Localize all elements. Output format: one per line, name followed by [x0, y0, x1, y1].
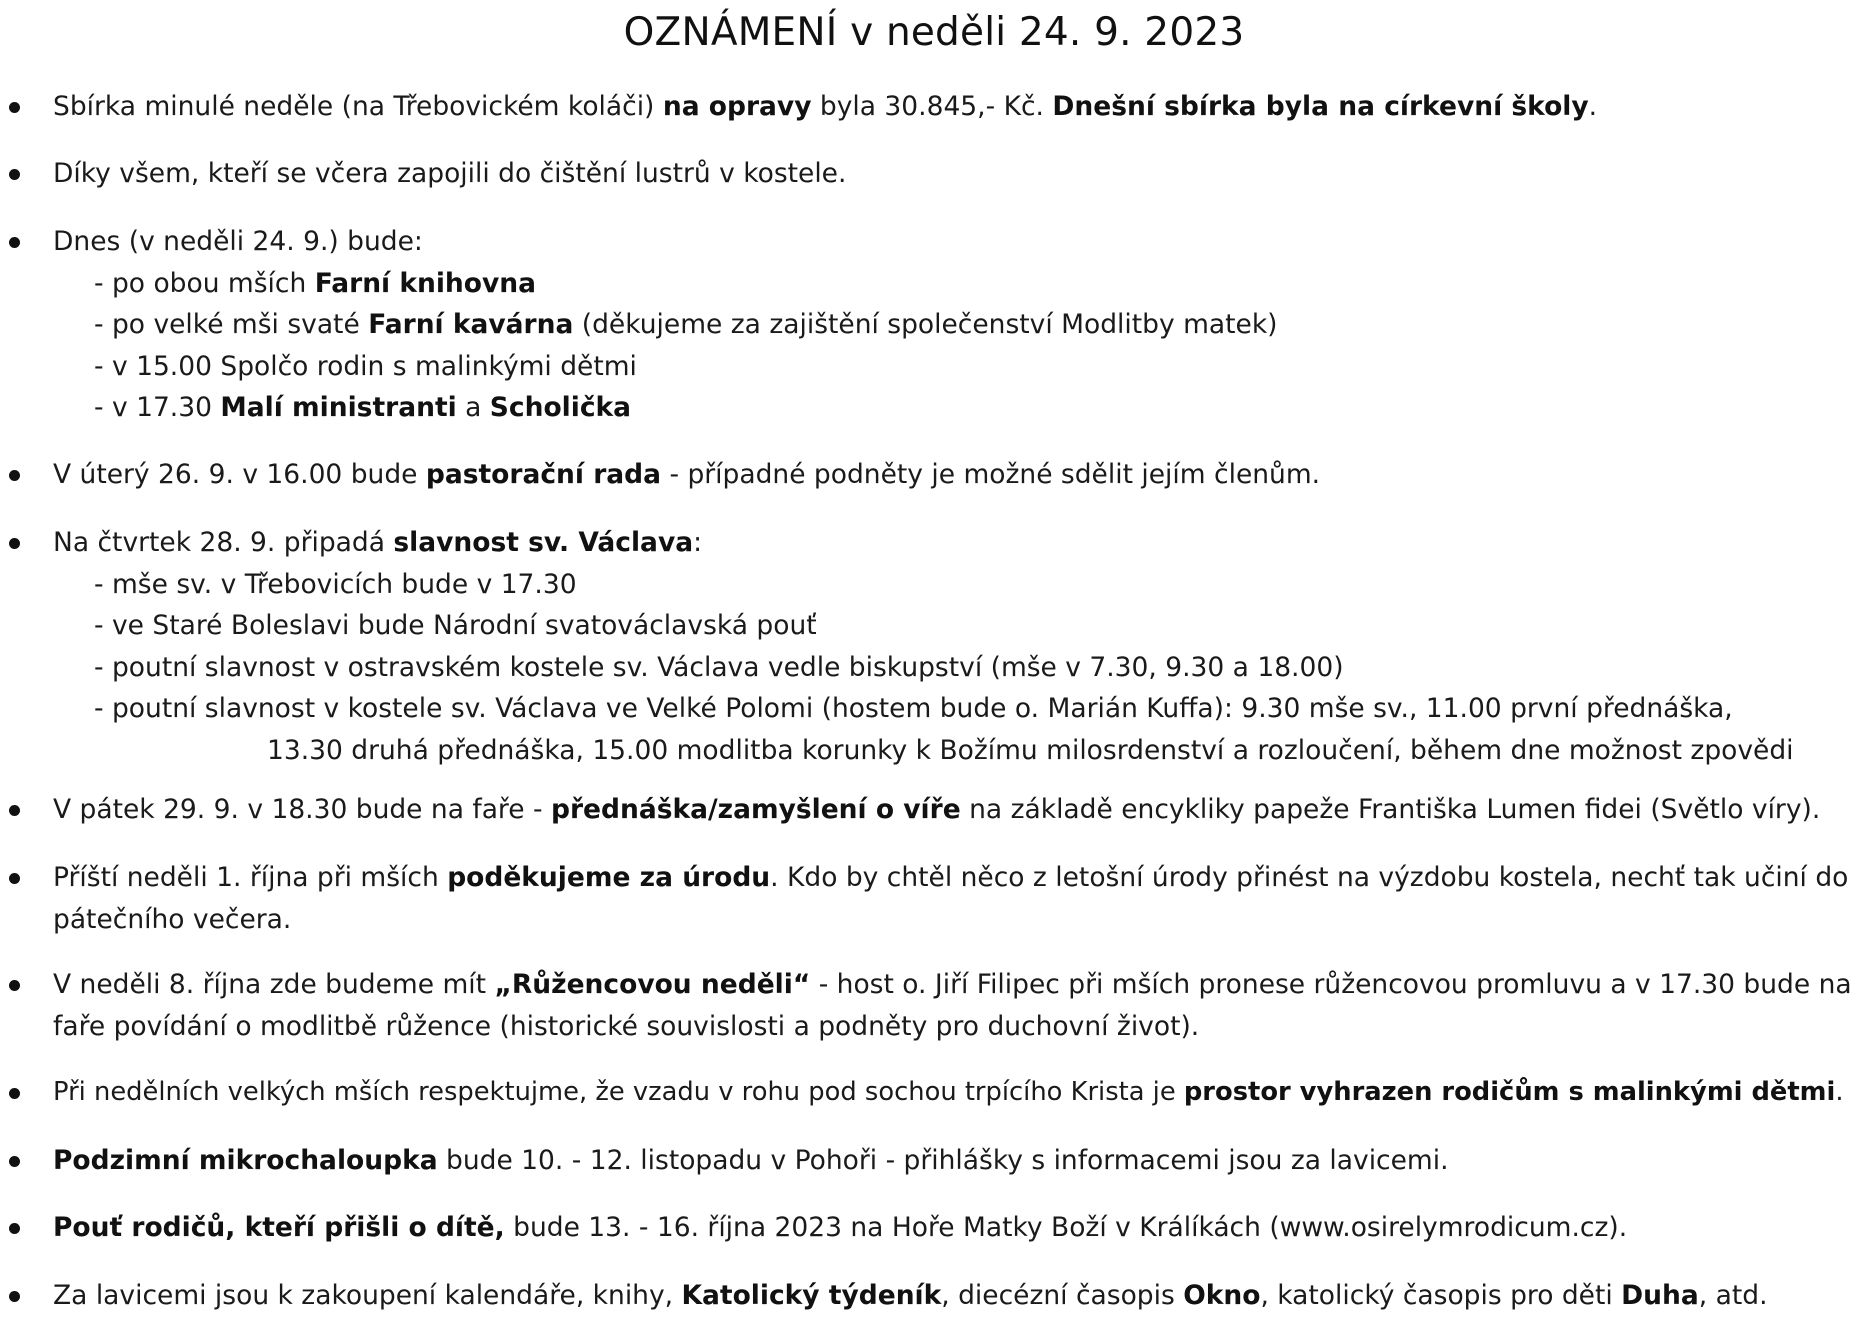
- text-segment: Dnes (v neděli 24. 9.) bude:: [53, 226, 423, 257]
- text-segment: .: [1835, 1077, 1844, 1107]
- bold-text: slavnost sv. Václava: [393, 527, 694, 558]
- announcement-line: [94, 387, 631, 428]
- announcement-line: [53, 86, 1597, 127]
- bullet-icon: [9, 1223, 20, 1234]
- announcement-line: [53, 454, 1320, 495]
- text-segment: 13.30 druhá přednáška, 15.00 modlitba korunky k Božímu milosrdenství a rozloučení, během dne možnost zpovědi: [267, 734, 1794, 766]
- text-segment: - poutní slavnost v ostravském kostele sv. Václava vedle biskupství (mše v 7.30, 9.30 a 18.00): [94, 651, 1344, 683]
- text-segment: bude 13. - 16. října 2023 na Hoře Matky Boží v Králíkách (www.osirelymrodicum.cz).: [504, 1212, 1628, 1243]
- announcement-line: [53, 1006, 1199, 1047]
- text-segment: - po obou mších: [94, 267, 315, 299]
- bold-text: Scholička: [489, 392, 632, 423]
- text-segment: :: [693, 527, 703, 558]
- text-segment: - případné podněty je možné sdělit jejím členům.: [661, 459, 1321, 490]
- bold-text: na opravy: [662, 91, 812, 122]
- text-segment: V neděli 8. října zde budeme mít: [53, 969, 495, 1000]
- announcement-line: [94, 688, 1733, 729]
- text-segment: Sbírka minulé neděle (na Třebovickém koláči): [53, 91, 663, 122]
- text-segment: Při nedělních velkých mších respektujme, že vzadu v rohu pod sochou trpícího Krista je: [53, 1077, 1184, 1107]
- text-segment: pátečního večera.: [53, 903, 292, 935]
- text-segment: Na čtvrtek 28. 9. připadá: [53, 527, 394, 558]
- announcement-line: [53, 789, 1820, 830]
- announcement-line: [94, 346, 637, 387]
- text-segment: bude 10. - 12. listopadu v Pohoři - přihlášky s informacemi jsou za lavicemi.: [437, 1145, 1449, 1176]
- announcement-line: [94, 605, 817, 646]
- bold-text: Pouť rodičů, kteří přišli o dítě,: [53, 1212, 505, 1243]
- bullet-icon: [9, 1088, 20, 1099]
- text-segment: - host o. Jiří Filipec při mších pronese růžencovou promluvu a v 17.30 bude na: [810, 969, 1852, 1000]
- bold-text: „Růžencovou neděli“: [494, 969, 811, 1000]
- bold-text: Duha: [1621, 1280, 1699, 1311]
- announcement-line: [53, 857, 1848, 898]
- announcement-line: [53, 1140, 1449, 1181]
- bullet-icon: [9, 980, 20, 991]
- bullet-icon: [9, 538, 20, 549]
- text-segment: , atd.: [1698, 1280, 1768, 1311]
- text-segment: V úterý 26. 9. v 16.00 bude: [53, 459, 426, 490]
- bold-text: Podzimní mikrochaloupka: [53, 1145, 438, 1176]
- bold-text: Farní knihovna: [314, 267, 537, 299]
- text-segment: - ve Staré Boleslavi bude Národní svatováclavská pouť: [94, 610, 817, 641]
- text-segment: V pátek 29. 9. v 18.30 bude na faře -: [53, 794, 551, 825]
- text-segment: na základě encykliky papeže Františka Lumen fidei (Světlo víry).: [960, 794, 1821, 825]
- bullet-icon: [9, 805, 20, 816]
- bold-text: Dnešní sbírka byla na církevní školy: [1052, 91, 1589, 122]
- text-segment: . Kdo by chtěl něco z letošní úrody přinést na výzdobu kostela, nechť tak učiní do: [770, 862, 1849, 893]
- text-segment: Díky všem, kteří se včera zapojili do čištění lustrů v kostele.: [53, 158, 847, 189]
- announcement-line: [53, 522, 702, 563]
- text-segment: (děkujeme za zajištění společenství Modlitby matek): [573, 309, 1278, 340]
- announcement-line: [53, 1207, 1627, 1248]
- announcement-line: [94, 263, 536, 304]
- text-segment: Za lavicemi jsou k zakoupení kalendáře, knihy,: [53, 1280, 682, 1311]
- bullet-icon: [9, 470, 20, 481]
- bullet-icon: [9, 237, 20, 248]
- bold-text: pastorační rada: [425, 459, 662, 490]
- bullet-icon: [9, 1291, 20, 1302]
- announcement-line: [94, 564, 577, 605]
- announcement-line: [53, 964, 1852, 1005]
- text-segment: .: [1588, 91, 1598, 122]
- bold-text: prostor vyhrazen rodičům s malinkými dětmi: [1183, 1077, 1836, 1107]
- bold-text: Okno: [1183, 1280, 1261, 1311]
- text-segment: faře povídání o modlitbě růžence (historické souvislosti a podněty pro duchovní život).: [53, 1010, 1200, 1042]
- bold-text: Katolický týdeník: [681, 1280, 942, 1311]
- announcement-line: [53, 221, 423, 262]
- announcement-line: [53, 1275, 1768, 1316]
- announcement-line: [94, 647, 1344, 688]
- announcement-line: [267, 730, 1794, 771]
- text-segment: - v 17.30: [94, 392, 221, 423]
- text-segment: Příští neděli 1. října při mších: [53, 862, 448, 893]
- text-segment: byla 30.845,- Kč.: [811, 91, 1053, 122]
- announcement-line: [53, 899, 291, 940]
- bullet-icon: [9, 102, 20, 113]
- text-segment: - v 15.00 Spolčo rodin s malinkými dětmi: [94, 350, 637, 382]
- bullet-icon: [9, 169, 20, 180]
- text-segment: a: [456, 392, 490, 423]
- text-segment: - poutní slavnost v kostele sv. Václava ve Velké Polomi (hostem bude o. Marián Kuffa): 9.30 mše sv., 11.00 první přednáška,: [94, 693, 1733, 724]
- announcement-line: [53, 153, 846, 194]
- announcement-line: [94, 304, 1278, 345]
- page-title: OZNÁMENÍ v neděli 24. 9. 2023: [623, 10, 1245, 55]
- text-segment: , katolický časopis pro děti: [1260, 1280, 1622, 1311]
- bold-text: Farní kavárna: [368, 309, 574, 340]
- bold-text: poděkujeme za úrodu: [447, 862, 771, 893]
- bold-text: přednáška/zamyšlení o víře: [550, 794, 961, 825]
- bullet-icon: [9, 1156, 20, 1167]
- bold-text: Malí ministranti: [220, 392, 457, 423]
- announcement-line: [53, 1072, 1844, 1113]
- bullet-icon: [9, 873, 20, 884]
- text-segment: , diecézní časopis: [941, 1280, 1184, 1311]
- text-segment: - po velké mši svaté: [94, 309, 369, 340]
- text-segment: - mše sv. v Třebovicích bude v 17.30: [94, 568, 577, 600]
